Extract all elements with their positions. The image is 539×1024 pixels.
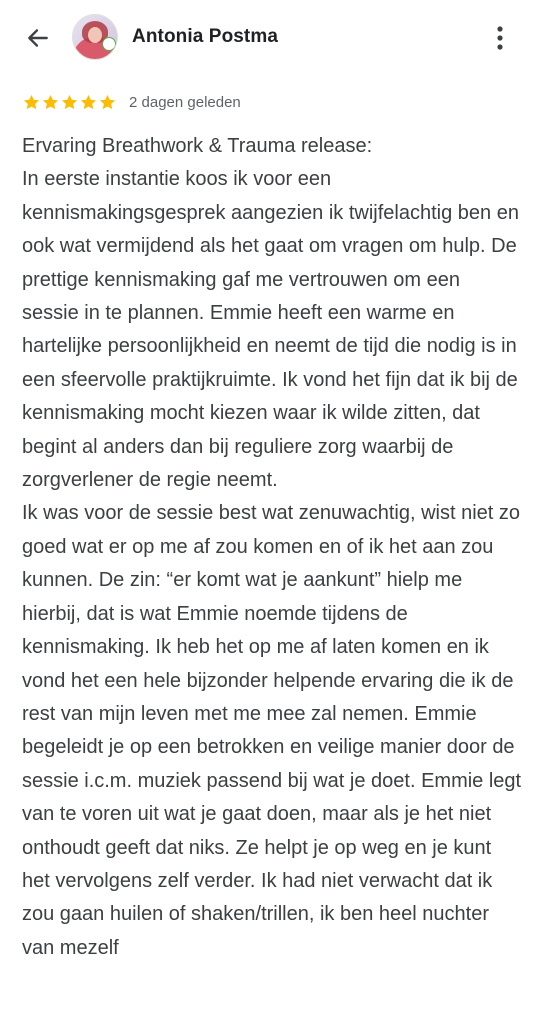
review-date: 2 dagen geleden (129, 93, 241, 111)
review-paragraph: In eerste instantie koos ik voor een kennismakingsgesprek aangezien ik twijfelachtig ben en ook wat vermijdend als het gaat om vragen om hulp. De prettige kennismaking gaf me vertrouwen om een sessie in te plannen. Emmie heeft een warme en hartelijke persoonlijkheid en neemt de tijd die nodig is in een sfeervolle praktijkruimte. Ik vond het fijn dat ik bij de kennismaking mocht kiezen waar ik wilde zitten, dat begint al anders dan bij reguliere zorg waarbij de zorgverlener de regie neemt. (22, 168, 519, 492)
review-meta (22, 90, 241, 114)
star-icon (22, 93, 41, 112)
arrow-left-icon (25, 25, 51, 51)
star-rating (22, 93, 117, 112)
back-button[interactable] (20, 20, 56, 56)
avatar[interactable] (72, 14, 118, 60)
review-header (0, 0, 539, 78)
more-vertical-icon (496, 25, 504, 51)
more-options-button[interactable] (484, 20, 516, 56)
star-icon (79, 93, 98, 112)
review-paragraph: Ervaring Breathwork & Trauma release: (22, 135, 373, 157)
star-icon (98, 93, 117, 112)
star-icon (41, 93, 60, 112)
review-paragraph: Ik was voor de sessie best wat zenuwachtig, wist niet zo goed wat er op me af zou komen en of ik het aan zou kunnen. De zin: “er komt wat je aankunt” hielp me hierbij, dat is wat Emmie noemde tijdens de kennismaking. Ik heb het op me af laten komen en ik vond het een hele bijzonder helpende ervaring die ik de rest van mijn leven met me mee zal nemen. Emmie begeleidt je op een betrokken en veilige manier door de sessie i.c.m. muziek passend bij wat je doet. Emmie legt van te voren uit wat je gaat doen, maar als je het niet onthoudt geeft dat niks. Ze helpt je op weg en je kunt het vervolgens zelf verder. Ik had niet verwacht dat ik zou gaan huilen of shaken/trillen, ik ben heel nuchter van mezelf (22, 502, 522, 959)
star-icon (60, 93, 79, 112)
review-text (22, 130, 522, 965)
reviewer-name[interactable]: Antonia Postma (132, 26, 279, 47)
